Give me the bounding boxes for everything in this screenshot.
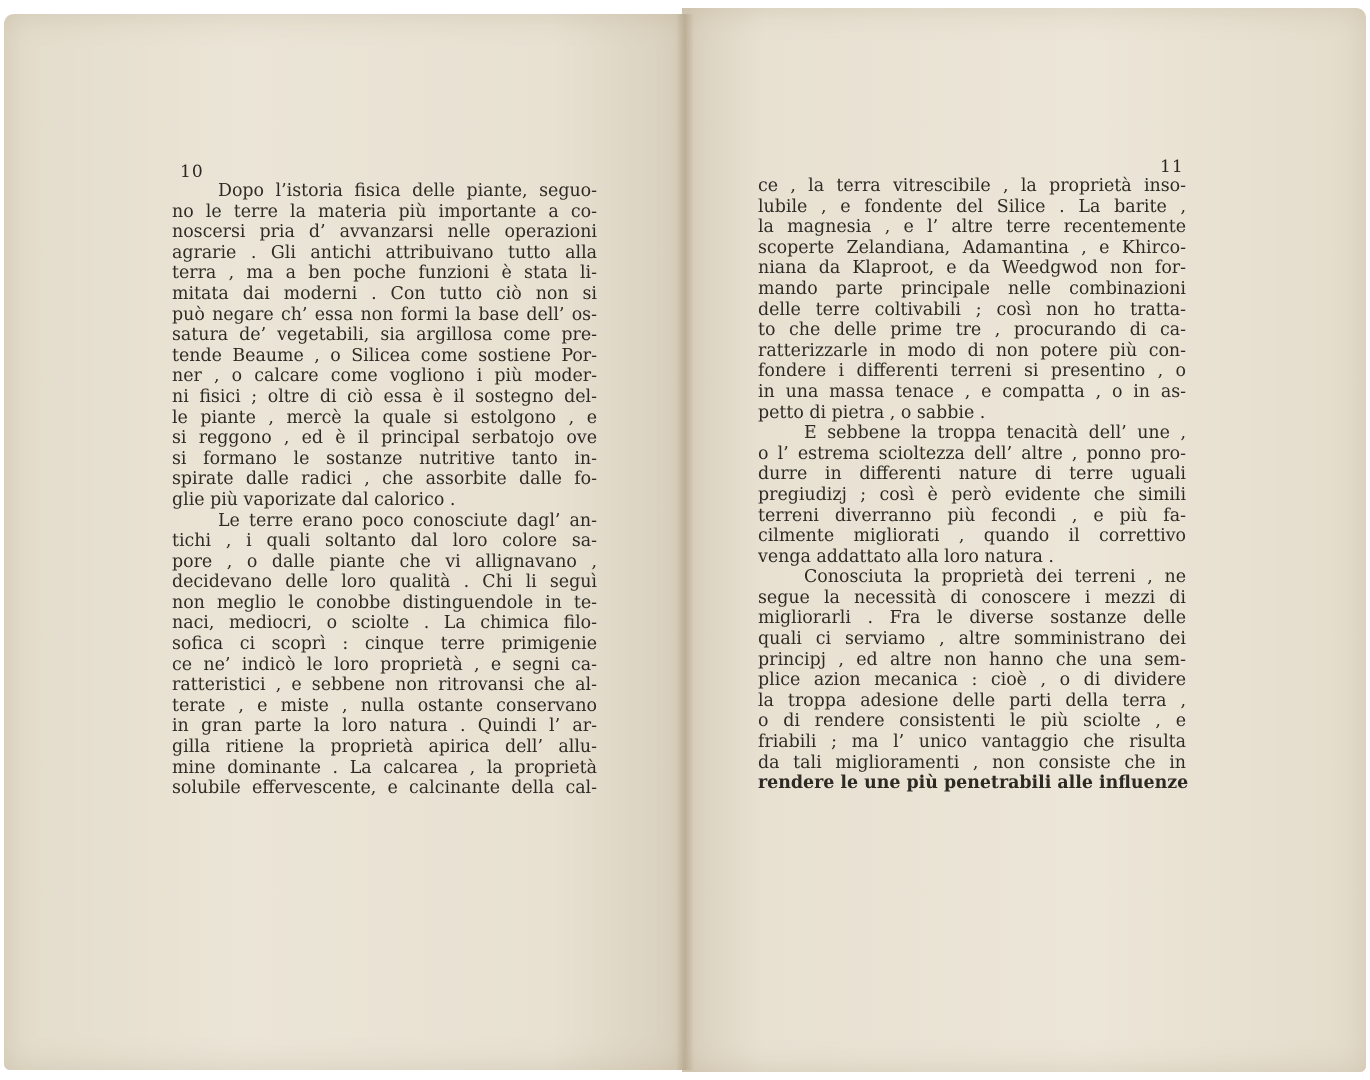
text-line: cilmente migliorati , quando il correttivo	[758, 526, 1186, 547]
text-line: ratteristici , e sebbene non ritrovansi che al-	[172, 675, 597, 696]
text-line: mine dominante . La calcarea , la proprietà	[172, 757, 597, 778]
text-line: gilla ritiene la proprietà apirica dell’ allu-	[172, 737, 597, 758]
text-line: naci, mediocri, o sciolte . La chimica filo-	[172, 613, 597, 634]
text-line: ce , la terra vitrescibile , la proprietà inso-	[758, 176, 1186, 196]
text-line: o di rendere consistenti le più sciolte , e	[758, 711, 1186, 732]
text-line: friabili ; ma l’ unico vantaggio che risulta	[758, 732, 1186, 753]
text-line: mitata dai moderni . Con tutto ciò non si	[172, 283, 597, 304]
text-line: la magnesia , e l’ altre terre recentemente	[758, 217, 1186, 238]
left-page-text	[172, 181, 597, 799]
text-line: no le terre la materia più importante a co-	[172, 201, 597, 222]
text-line: E sebbene la troppa tenacità dell’ une ,	[804, 423, 1186, 444]
left-page-number: 10	[180, 162, 204, 182]
text-line: segue la necessità di conoscere i mezzi di	[758, 587, 1186, 608]
text-line: terra , ma a ben poche funzioni è stata li-	[172, 263, 597, 284]
text-line: agrarie . Gli antichi attribuivano tutto alla	[172, 242, 597, 263]
text-line: decidevano delle loro qualità . Chi li seguì	[172, 572, 597, 593]
text-line: può negare ch’ essa non formi la base dell’ os-	[172, 304, 597, 325]
text-line: tende Beaume , o Silicea come sostiene Por-	[172, 345, 597, 366]
text-line: le piante , mercè la quale si estolgono , e	[172, 407, 597, 428]
right-page-text	[758, 176, 1189, 794]
text-line: plice azion mecanica : cioè , o di dividere	[758, 670, 1186, 691]
text-line: venga addattato alla loro natura .	[758, 546, 1054, 567]
text-line: ner , o calcare come vogliono i più moder-	[172, 366, 597, 387]
text-line: to che delle prime tre , procurando di ca-	[758, 320, 1186, 341]
text-line: la troppa adesione delle parti della terra ,	[758, 690, 1186, 711]
text-line: Dopo l’istoria fisica delle piante, seguo-	[218, 181, 597, 201]
text-line: si formano le sostanze nutritive tanto in-	[172, 448, 597, 469]
text-line: spirate dalle radici , che assorbite dalle fo-	[172, 469, 597, 490]
text-line: migliorarli . Fra le diverse sostanze delle	[758, 608, 1186, 629]
text-line: Le terre erano poco conosciute dagl’ an-	[218, 510, 597, 531]
book-gutter	[676, 14, 694, 1070]
text-line: non meglio le conobbe distinguendole in te-	[172, 592, 597, 613]
text-line: solubile effervescente, e calcinante della cal-	[172, 778, 597, 799]
text-line: tichi , i quali soltanto dal loro colore sa-	[172, 531, 597, 552]
text-line: niana da Klaproot, e da Weedgwod non for-	[758, 258, 1186, 279]
right-page-number: 11	[1160, 157, 1184, 177]
text-line: petto di pietra , o sabbie .	[758, 402, 986, 423]
text-line: in gran parte la loro natura . Quindi l’ ar-	[172, 716, 597, 737]
text-line: principj , ed altre non hanno che una sem-	[758, 649, 1186, 670]
text-line: fondere i differenti terreni si presentino , o	[758, 361, 1186, 382]
text-line: in una massa tenace , e compatta , o in as-	[758, 381, 1186, 402]
text-line: ni fisici ; oltre di ciò essa è il sostegno del-	[172, 386, 597, 407]
text-line: mando parte principale nelle combinazioni	[758, 278, 1186, 299]
text-line: terreni diverranno più fecondi , e più fa-	[758, 505, 1186, 526]
text-line: lubile , e fondente del Silice . La barite ,	[758, 196, 1186, 217]
text-line: satura de’ vegetabili, sia argillosa come pre-	[172, 325, 597, 346]
text-line: pore , o dalle piante che vi allignavano ,	[172, 551, 597, 572]
text-line: delle terre coltivabili ; così non ho tratta-	[758, 299, 1186, 320]
text-line: da tali miglioramenti , non consiste che in	[758, 752, 1186, 773]
text-line: Conosciuta la proprietà dei terreni , ne	[804, 567, 1186, 588]
text-line: o l’ estrema scioltezza dell’ altre , ponno pro-	[758, 443, 1186, 464]
text-line: ratterizzarle in modo di non potere più con-	[758, 340, 1186, 361]
text-line: sofica ci scoprì : cinque terre primigenie	[172, 634, 597, 655]
text-line: scoperte Zelandiana, Adamantina , e Khirco-	[758, 237, 1186, 258]
text-line: ce ne’ indicò le loro proprietà , e segni ca-	[172, 654, 597, 675]
text-line: quali ci serviamo , altre somministrano dei	[758, 629, 1186, 650]
text-line: glie più vaporizate dal calorico .	[172, 489, 456, 510]
text-line: terate , e miste , nulla ostante conservano	[172, 695, 597, 716]
text-line: durre in differenti nature di terre uguali	[758, 464, 1186, 485]
text-line: pregiudizj ; così è però evidente che simili	[758, 484, 1186, 505]
text-line: rendere le une più penetrabili alle influenze	[758, 773, 1189, 794]
text-line: noscersi pria d’ avvanzarsi nelle operazioni	[172, 222, 597, 243]
text-line: si reggono , ed è il principal serbatojo ove	[172, 428, 597, 449]
